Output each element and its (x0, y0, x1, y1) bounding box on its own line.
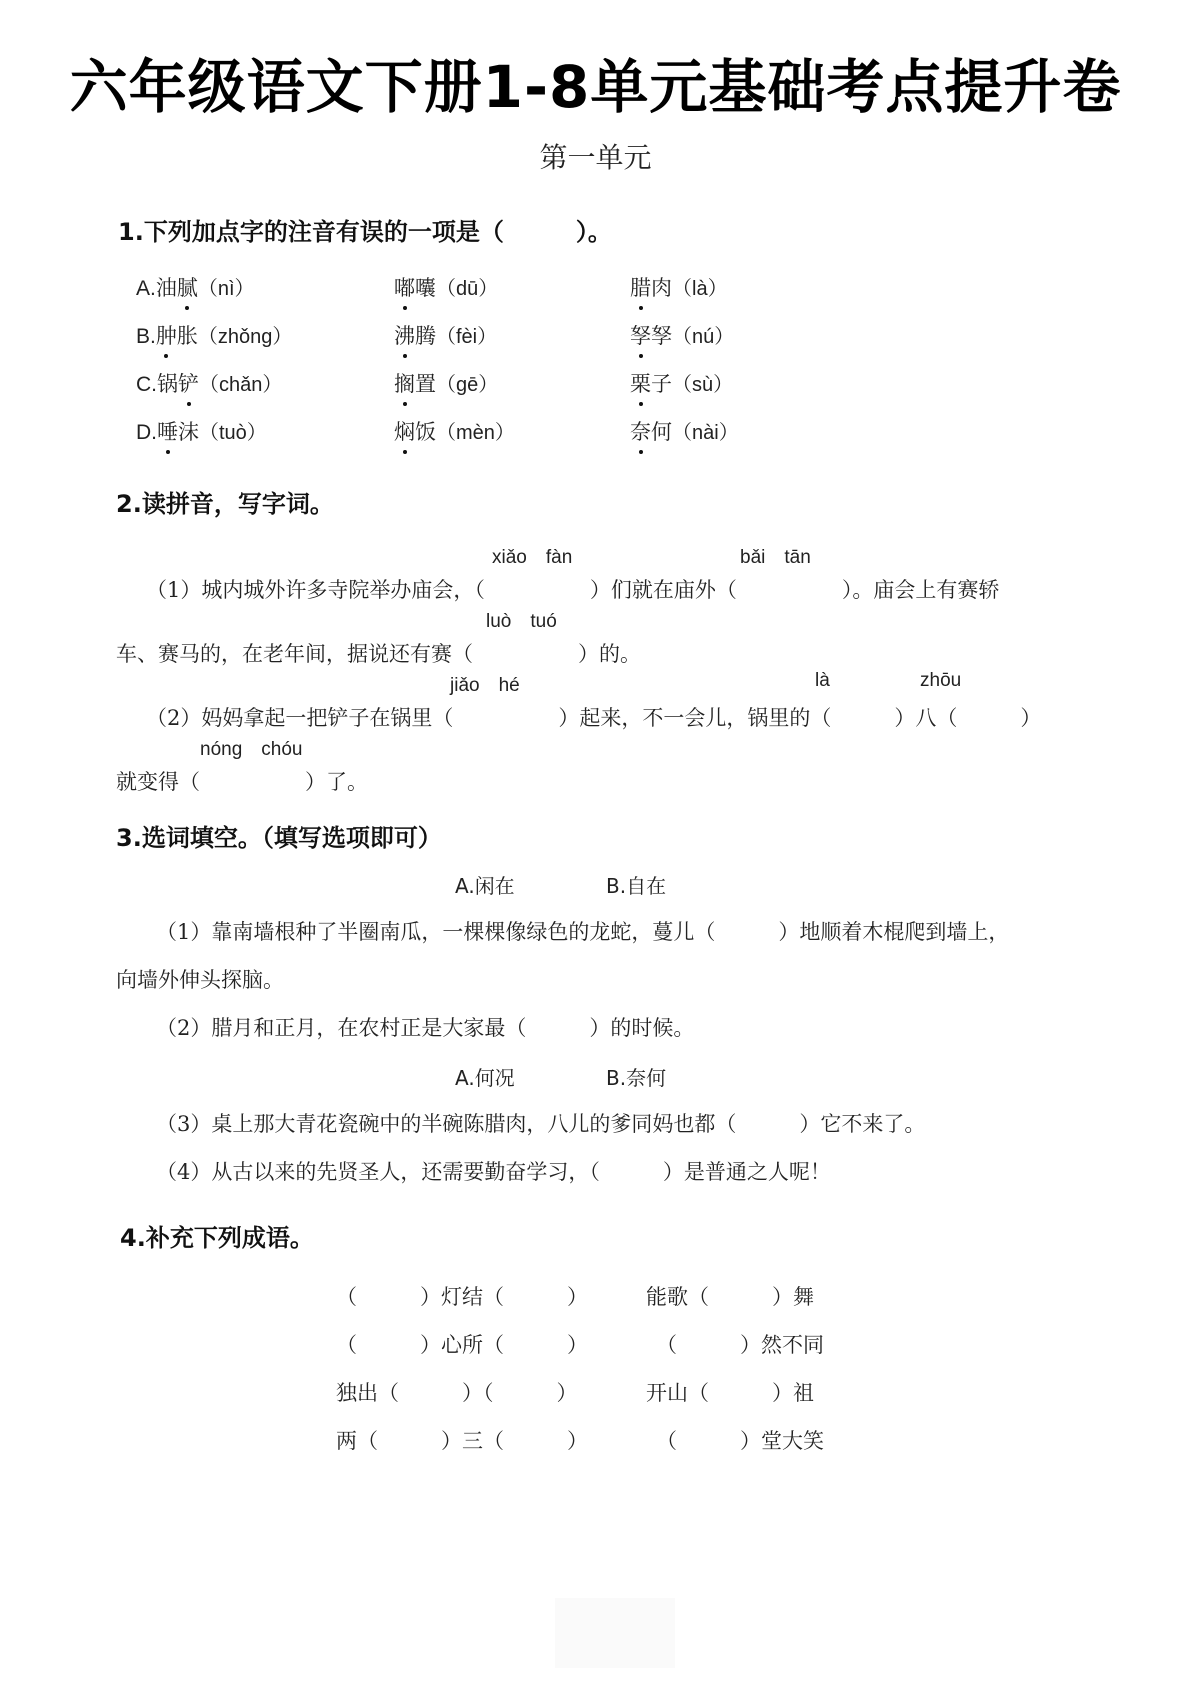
option-a-hekuang: A.何况 (455, 1066, 515, 1090)
dotted-character: 肿 (156, 320, 177, 350)
q1-option-d-3 (630, 416, 739, 446)
pinyin-annotation: （mèn） (436, 422, 515, 444)
word-part: 子 (651, 372, 672, 396)
idiom-right-2: （ ）然不同 (656, 1333, 824, 1357)
word-part: 锅 (157, 372, 178, 396)
pinyin-zhou: zhōu (920, 670, 962, 691)
pinyin-jiaohe: jiǎo hé (450, 675, 520, 696)
question-1-stem: 1.下列加点字的注音有误的一项是（ ）。 (118, 218, 612, 246)
word-part: 胀 (176, 324, 198, 348)
question-4-stem: 4.补充下列成语。 (120, 1224, 314, 1252)
word-part: 肉 (651, 276, 672, 300)
word-part: 置 (415, 372, 436, 396)
pinyin-annotation: （là） (672, 278, 728, 300)
pinyin-annotation: （chǎn） (199, 374, 283, 396)
option-label: B. (136, 325, 156, 348)
dotted-character: 搁 (394, 368, 415, 398)
dotted-character: 奈 (630, 416, 651, 446)
question-3-sentence-1a: （1）靠南墙根种了半圈南瓜，一棵棵像绿色的龙蛇，蔓儿（ ）地顺着木棍爬到墙上， (156, 920, 1010, 944)
dotted-character: 腊 (630, 272, 651, 302)
q1-option-c-2 (394, 368, 498, 398)
q1-option-d-2 (394, 416, 515, 446)
page-title: 六年级语文下册1-8单元基础考点提升卷 (69, 53, 1122, 121)
q1-option-a-1 (136, 272, 255, 302)
pinyin-annotation: （gē） (436, 374, 499, 396)
word-part: 油 (155, 276, 177, 300)
pinyin-annotation: （fèi） (436, 326, 498, 348)
pinyin-annotation: （nài） (672, 422, 739, 444)
dotted-character: 孥 (630, 320, 651, 350)
word-part: 沫 (178, 420, 199, 444)
question-3-sentence-1b: 向墙外伸头探脑。 (116, 968, 284, 992)
q1-option-a-2 (394, 272, 498, 302)
q1-option-d-1 (136, 416, 267, 446)
idiom-left-2: （ ）心所（ ） (336, 1333, 588, 1357)
dotted-character: 唾 (157, 416, 178, 446)
question-3-sentence-3: （3）桌上那大青花瓷碗中的半碗陈腊肉，八儿的爹同妈也都（ ）它不来了。 (156, 1112, 926, 1136)
word-part: 孥 (651, 324, 672, 348)
question-3-sentence-2: （2）腊月和正月，在农村正是大家最（ ）的时候。 (156, 1016, 695, 1040)
pinyin-nongchou: nóng chóu (200, 739, 303, 760)
pinyin-annotation: （nì） (197, 278, 255, 300)
faint-watermark-area (555, 1598, 675, 1668)
option-b-zizai: B.自在 (606, 874, 667, 898)
question-3-stem: 3.选词填空。（填写选项即可） (116, 824, 442, 852)
pinyin-annotation: （nú） (672, 326, 735, 348)
q1-option-b-1 (136, 320, 292, 350)
q1-option-c-3 (630, 368, 733, 398)
pinyin-annotation: （sù） (672, 374, 734, 396)
option-label: A. (136, 277, 156, 300)
dotted-character: 沸 (394, 320, 415, 350)
idiom-right-1: 能歌（ ）舞 (646, 1285, 814, 1309)
q1-option-a-3 (630, 272, 728, 302)
question-3-sentence-4: （4）从古以来的先贤圣人，还需要勤奋学习，（ ）是普通之人呢！ (156, 1160, 831, 1184)
option-a-xianzai: A.闲在 (455, 874, 515, 898)
idiom-left-1: （ ）灯结（ ） (336, 1285, 588, 1309)
pinyin-la: là (815, 670, 830, 691)
dotted-character: 铲 (178, 368, 199, 398)
pinyin-annotation: （dū） (436, 278, 499, 300)
question-2-line-3: （2）妈妈拿起一把铲子在锅里（ ）起来，不一会儿，锅里的（ ）八（ ） (146, 706, 1042, 730)
word-part: 饭 (415, 420, 436, 444)
idiom-left-3: 独出（ ）（ ） (336, 1381, 578, 1405)
q1-option-b-3 (630, 320, 734, 350)
dotted-character: 焖 (394, 416, 415, 446)
dotted-character: 栗 (630, 368, 651, 398)
unit-heading: 第一单元 (539, 141, 652, 174)
q1-option-b-2 (394, 320, 497, 350)
option-label: D. (136, 421, 157, 444)
dotted-character: 腻 (177, 272, 198, 302)
question-2-line-1: （1）城内城外许多寺院举办庙会，（ ）们就在庙外（ ）。庙会上有赛轿 (146, 578, 1000, 602)
word-part: 腾 (415, 324, 436, 348)
idiom-right-3: 开山（ ）祖 (646, 1381, 814, 1405)
pinyin-annotation: （tuò） (199, 422, 267, 444)
question-2-line-2: 车、赛马的，在老年间，据说还有赛（ ）的。 (116, 642, 641, 666)
pinyin-baitan: bǎi tān (740, 547, 811, 568)
idiom-right-4: （ ）堂大笑 (656, 1429, 824, 1453)
question-2-line-4: 就变得（ ）了。 (116, 770, 368, 794)
word-part: 何 (651, 420, 672, 444)
pinyin-annotation: （zhǒng） (197, 326, 293, 348)
idiom-left-4: 两（ ）三（ ） (336, 1429, 588, 1453)
pinyin-xiaofan: xiǎo fàn (492, 547, 573, 568)
question-2-stem: 2.读拼音，写字词。 (116, 490, 334, 518)
q1-option-c-1 (136, 368, 282, 398)
option-b-naihe: B.奈何 (606, 1066, 667, 1090)
word-part: 囔 (415, 276, 436, 300)
dotted-character: 嘟 (394, 272, 415, 302)
option-label: C. (136, 373, 157, 396)
pinyin-luotuo: luò tuó (486, 611, 557, 632)
